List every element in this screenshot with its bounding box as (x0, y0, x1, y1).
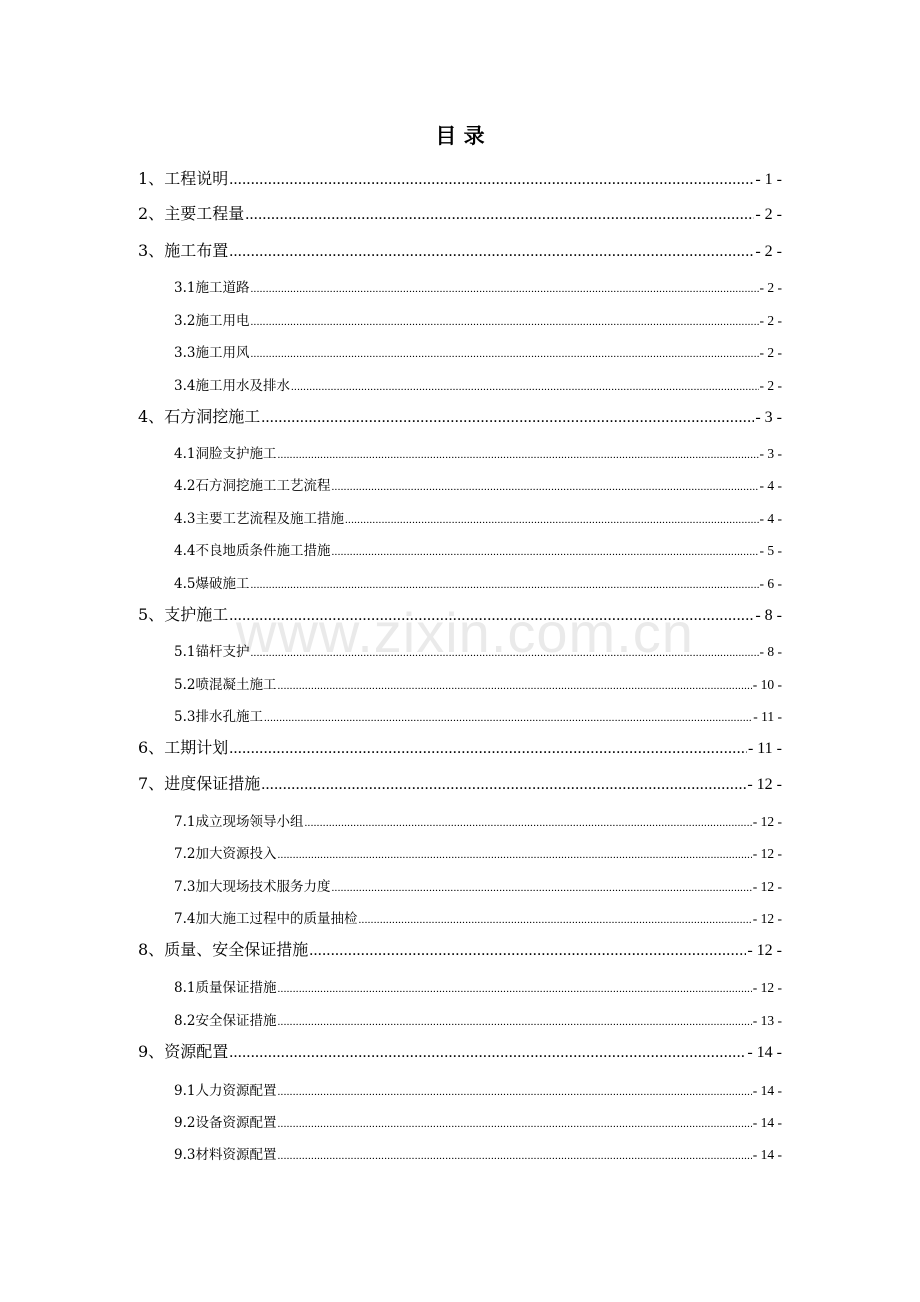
toc-entry-text: 支护施工 (164, 605, 229, 624)
toc-entry-number: 5.3 (174, 709, 196, 725)
toc-page-number: - 10 - (752, 677, 782, 692)
toc-entry-number: 9.2 (174, 1115, 196, 1131)
toc-page-number: - 12 - (752, 814, 782, 829)
toc-entry-number: 9.1 (174, 1083, 196, 1099)
toc-entry-number: 9.3 (174, 1147, 196, 1163)
toc-page-number: - 6 - (759, 576, 782, 591)
toc-entry-label (174, 1081, 276, 1101)
toc-entry-label (174, 844, 276, 864)
toc-entry-text: 工期计划 (164, 738, 229, 757)
toc-page-number: - 12 - (752, 911, 782, 926)
toc-entry-label (138, 737, 228, 759)
toc-entry-text: 进度保证措施 (164, 774, 261, 793)
toc-leader-dots (245, 204, 754, 226)
toc-leader-dots (345, 510, 759, 530)
toc-entry-label (138, 939, 308, 961)
toc-entry-label (174, 574, 249, 594)
toc-entry-text: 锚杆支护 (195, 644, 250, 660)
toc-entry-label (174, 812, 303, 832)
toc-entry[interactable] (174, 1145, 782, 1166)
toc-leader-dots (331, 542, 758, 562)
toc-entry-number: 6、 (138, 738, 165, 757)
toc-entry-label (138, 773, 260, 795)
toc-entry-label (174, 343, 249, 363)
toc-leader-dots (331, 878, 751, 898)
toc-entry-label (174, 707, 263, 727)
toc-entry[interactable] (174, 1081, 782, 1102)
toc-leader-dots (261, 407, 754, 429)
toc-entry[interactable] (138, 604, 782, 627)
toc-leader-dots (264, 708, 752, 728)
toc-entry-text: 材料资源配置 (195, 1147, 277, 1163)
toc-page-number: - 14 - (752, 1115, 782, 1130)
toc-page-number: - 12 - (752, 980, 782, 995)
toc-entry-label (174, 1145, 276, 1165)
toc-entry-text: 施工布置 (164, 241, 229, 260)
toc-entry-text: 主要工艺流程及施工措施 (195, 511, 344, 527)
toc-entry-text: 排水孔施工 (195, 709, 263, 725)
toc-page-number: - 1 - (755, 171, 782, 188)
toc-entry-number: 4.5 (174, 576, 196, 592)
toc-page-number: - 2 - (755, 243, 782, 260)
toc-entry[interactable] (174, 541, 782, 562)
toc-entry-text: 石方洞挖施工工艺流程 (195, 478, 331, 494)
toc-entry[interactable] (174, 278, 782, 299)
toc-entry[interactable] (138, 168, 782, 191)
toc-entry-number: 4.2 (174, 478, 196, 494)
toc-entry-number: 5、 (138, 605, 165, 624)
toc-page-number: - 12 - (747, 776, 782, 793)
toc-entry-label (174, 1113, 276, 1133)
toc-entry-label (138, 203, 244, 225)
toc-entry-number: 7、 (138, 774, 165, 793)
toc-entry-text: 加大资源投入 (195, 846, 277, 862)
toc-page-number: - 14 - (752, 1083, 782, 1098)
toc-page-number: - 2 - (759, 280, 782, 295)
toc-leader-dots (250, 344, 758, 364)
toc-entry[interactable] (174, 1113, 782, 1134)
toc-page-number: - 4 - (759, 511, 782, 526)
toc-entry-label (138, 604, 228, 626)
toc-entry-number: 8.1 (174, 980, 196, 996)
toc-page-number: - 11 - (753, 709, 782, 724)
toc-entry-text: 施工用电 (195, 313, 250, 329)
toc-entry-number: 4.4 (174, 543, 196, 559)
toc-entry-label (174, 278, 249, 298)
toc-entry[interactable] (138, 203, 782, 226)
toc-entry-label (174, 1011, 276, 1031)
toc-entry[interactable] (174, 444, 782, 465)
toc-entry[interactable] (174, 675, 782, 696)
toc-entry-text: 质量保证措施 (195, 980, 277, 996)
toc-entry-number: 3.3 (174, 345, 196, 361)
toc-entry[interactable] (174, 476, 782, 497)
toc-page-number: - 14 - (747, 1044, 782, 1061)
toc-entry-label (174, 376, 290, 396)
toc-page-number: - 12 - (752, 879, 782, 894)
toc-page-number: - 2 - (755, 206, 782, 223)
toc-page-number: - 2 - (759, 378, 782, 393)
toc-leader-dots (250, 279, 758, 299)
toc-leader-dots (304, 813, 751, 833)
toc-entry-number: 7.4 (174, 911, 196, 927)
toc-leader-dots (277, 1012, 751, 1032)
toc-entry-label (174, 642, 249, 662)
toc-leader-dots (261, 774, 746, 796)
title-text: 目 录 (435, 124, 485, 148)
toc-entry-label (138, 240, 228, 262)
toc-page-number: - 8 - (759, 644, 782, 659)
toc-entry-text: 不良地质条件施工措施 (195, 543, 331, 559)
toc-leader-dots (277, 445, 758, 465)
toc-leader-dots (277, 979, 751, 999)
toc-entry-text: 加大现场技术服务力度 (195, 879, 331, 895)
toc-leader-dots (229, 605, 754, 627)
toc-entry-label (138, 168, 228, 190)
toc-page-number: - 5 - (759, 543, 782, 558)
toc-entry-text: 资源配置 (164, 1042, 229, 1061)
toc-entry[interactable] (138, 773, 782, 796)
toc-entry-number: 7.2 (174, 846, 196, 862)
toc-entry[interactable] (174, 1011, 782, 1032)
toc-entry[interactable] (174, 707, 782, 728)
toc-leader-dots (331, 477, 758, 497)
toc-page-number: - 4 - (759, 478, 782, 493)
toc-entry-number: 2、 (138, 204, 165, 223)
toc-entry-number: 3、 (138, 241, 165, 260)
toc-entry-text: 人力资源配置 (195, 1083, 277, 1099)
toc-leader-dots (309, 940, 746, 962)
toc-leader-dots (229, 241, 754, 263)
toc-entry-number: 7.1 (174, 814, 196, 830)
toc-page-number: - 12 - (747, 942, 782, 959)
toc-page-number: - 3 - (759, 446, 782, 461)
toc-entry[interactable] (174, 311, 782, 332)
toc-leader-dots (250, 312, 758, 332)
toc-leader-dots (229, 738, 747, 760)
toc-leader-dots (277, 845, 751, 865)
toc-entry-label (174, 509, 344, 529)
toc-entry-label (174, 675, 276, 695)
toc-leader-dots (250, 575, 758, 595)
toc-leader-dots (277, 676, 751, 696)
toc-entry-label (174, 978, 276, 998)
toc-entry-label (174, 909, 357, 929)
toc-entry[interactable] (174, 812, 782, 833)
toc-page-number: - 2 - (759, 313, 782, 328)
toc-leader-dots (250, 643, 758, 663)
toc-page-number: - 3 - (755, 409, 782, 426)
toc-entry-text: 施工用水及排水 (195, 378, 290, 394)
toc-entry-text: 加大施工过程中的质量抽检 (195, 911, 358, 927)
toc-entry-text: 设备资源配置 (195, 1115, 277, 1131)
toc-entry-label (174, 541, 330, 561)
toc-entry-number: 4.3 (174, 511, 196, 527)
toc-entry-number: 7.3 (174, 879, 196, 895)
toc-entry[interactable] (138, 939, 782, 962)
toc-entry-number: 4、 (138, 407, 165, 426)
toc-entry-label (174, 877, 330, 897)
toc-entry[interactable] (138, 406, 782, 429)
toc-leader-dots (277, 1114, 751, 1134)
toc-entry-text: 质量、安全保证措施 (164, 940, 309, 959)
toc-leader-dots (358, 910, 751, 930)
toc-entry[interactable] (174, 978, 782, 999)
toc-entry-label (174, 444, 276, 464)
toc-leader-dots (229, 1042, 746, 1064)
toc-entry-text: 喷混凝土施工 (195, 677, 277, 693)
toc-entry-label (174, 476, 330, 496)
toc-leader-dots (277, 1082, 751, 1102)
toc-entry-number: 8、 (138, 940, 165, 959)
page-title (0, 122, 920, 150)
toc-page-number: - 8 - (755, 607, 782, 624)
toc-leader-dots (277, 1146, 751, 1166)
toc-entry-number: 5.1 (174, 644, 196, 660)
toc-entry[interactable] (174, 574, 782, 595)
toc-page-number: - 14 - (752, 1147, 782, 1162)
toc-leader-dots (291, 377, 759, 397)
toc-entry[interactable] (138, 240, 782, 263)
toc-entry-label (174, 311, 249, 331)
watermark: www.zixin.com.cn (236, 601, 694, 664)
toc-entry[interactable] (174, 509, 782, 530)
toc-entry[interactable] (138, 737, 782, 760)
toc-entry[interactable] (174, 909, 782, 930)
toc-entry-number: 5.2 (174, 677, 196, 693)
toc-entry-number: 9、 (138, 1042, 165, 1061)
toc-entry-label (138, 406, 260, 428)
toc-entry-number: 3.1 (174, 280, 196, 296)
toc-entry-text: 洞脸支护施工 (195, 446, 277, 462)
toc-page-number: - 12 - (752, 846, 782, 861)
toc-entry-number: 1、 (138, 169, 165, 188)
toc-page-number: - 13 - (752, 1013, 782, 1028)
toc-entry-text: 安全保证措施 (195, 1013, 277, 1029)
toc-page-number: - 11 - (747, 740, 782, 757)
toc-entry-text: 石方洞挖施工 (164, 407, 261, 426)
toc-entry-number: 8.2 (174, 1013, 196, 1029)
toc-entry[interactable] (174, 642, 782, 663)
toc-entry-text: 成立现场领导小组 (195, 814, 304, 830)
toc-entry-number: 3.4 (174, 378, 196, 394)
toc-entry-text: 施工用风 (195, 345, 250, 361)
toc-entry[interactable] (174, 844, 782, 865)
toc-entry-text: 主要工程量 (164, 204, 245, 223)
toc-entry-text: 工程说明 (164, 169, 229, 188)
toc-entry-text: 爆破施工 (195, 576, 250, 592)
toc-page-number: - 2 - (759, 345, 782, 360)
toc-entry-number: 4.1 (174, 446, 196, 462)
toc-entry[interactable] (174, 343, 782, 364)
toc-entry[interactable] (174, 376, 782, 397)
toc-entry-text: 施工道路 (195, 280, 250, 296)
toc-leader-dots (229, 169, 754, 191)
toc-entry-label (138, 1041, 228, 1063)
toc-entry[interactable] (138, 1041, 782, 1064)
toc-entry[interactable] (174, 877, 782, 898)
toc-entry-number: 3.2 (174, 313, 196, 329)
